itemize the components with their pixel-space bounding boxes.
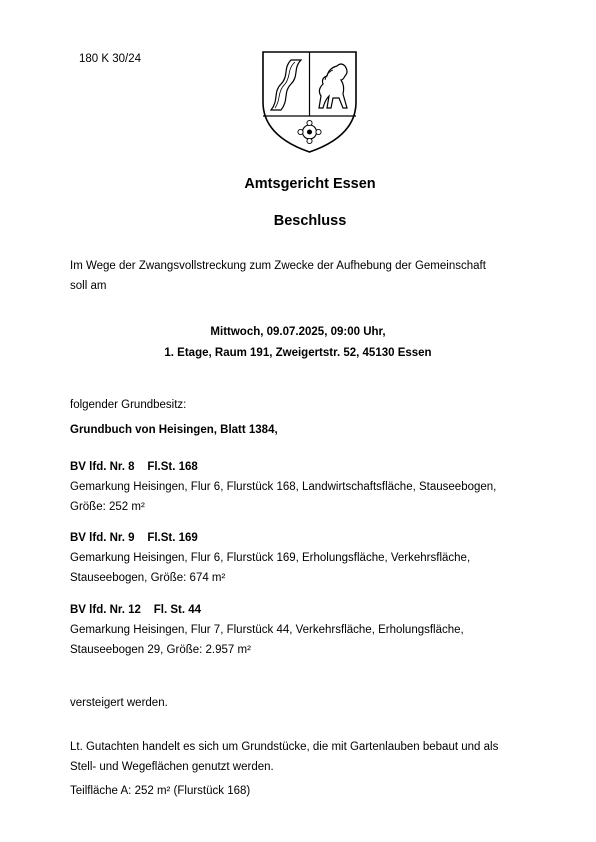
entry-line: Stauseebogen 29, Größe: 2.957 m² (70, 644, 251, 656)
property-entry (70, 600, 540, 660)
entry-number: BV lfd. Nr. 9 (70, 532, 135, 544)
case-reference: 180 K 30/24 (79, 53, 142, 65)
entry-line: Größe: 252 m² (70, 501, 145, 513)
appraisal-line: Stell- und Wegeflächen genutzt werden. (70, 761, 274, 773)
entry-title (70, 600, 540, 620)
entry-title (70, 528, 540, 548)
intro-line: Im Wege der Zwangsvollstreckung zum Zwecke der Aufhebung der Gemeinschaft (70, 260, 486, 272)
entry-plot: Fl.St. 168 (147, 461, 198, 473)
property-label: folgender Grundbesitz: (70, 399, 187, 411)
intro-line: soll am (70, 280, 107, 292)
property-entry (70, 457, 540, 517)
auction-statement: versteigert werden. (70, 697, 168, 709)
decision-title: Beschluss (273, 213, 347, 229)
entry-line: Gemarkung Heisingen, Flur 7, Flurstück 44, Verkehrsfläche, Erholungsfläche, (70, 624, 464, 636)
appraisal-line: Lt. Gutachten handelt es sich um Grundstücke, die mit Gartenlauben bebaut und als (70, 741, 499, 753)
intro-paragraph (70, 256, 540, 296)
court-name: Amtsgericht Essen (244, 176, 376, 192)
appointment (0, 322, 596, 364)
nrw-coat-of-arms-icon (257, 50, 362, 154)
entry-number: BV lfd. Nr. 8 (70, 461, 135, 473)
appraisal-paragraph (70, 737, 540, 777)
entry-title (70, 457, 540, 477)
partial-area: Teilfläche A: 252 m² (Flurstück 168) (70, 785, 251, 797)
appointment-location: 1. Etage, Raum 191, Zweigertstr. 52, 45130 Essen (164, 347, 432, 359)
entry-line: Gemarkung Heisingen, Flur 6, Flurstück 169, Erholungsfläche, Verkehrsfläche, (70, 552, 471, 564)
entry-plot: Fl. St. 44 (153, 604, 202, 616)
land-register: Grundbuch von Heisingen, Blatt 1384, (70, 424, 278, 436)
entry-plot: Fl.St. 169 (147, 532, 198, 544)
entry-number: BV lfd. Nr. 12 (70, 604, 141, 616)
appointment-datetime: Mittwoch, 09.07.2025, 09:00 Uhr, (210, 326, 386, 338)
property-entry (70, 528, 540, 588)
entry-line: Stauseebogen, Größe: 674 m² (70, 572, 226, 584)
entry-line: Gemarkung Heisingen, Flur 6, Flurstück 168, Landwirtschaftsfläche, Stauseebogen, (70, 481, 497, 493)
